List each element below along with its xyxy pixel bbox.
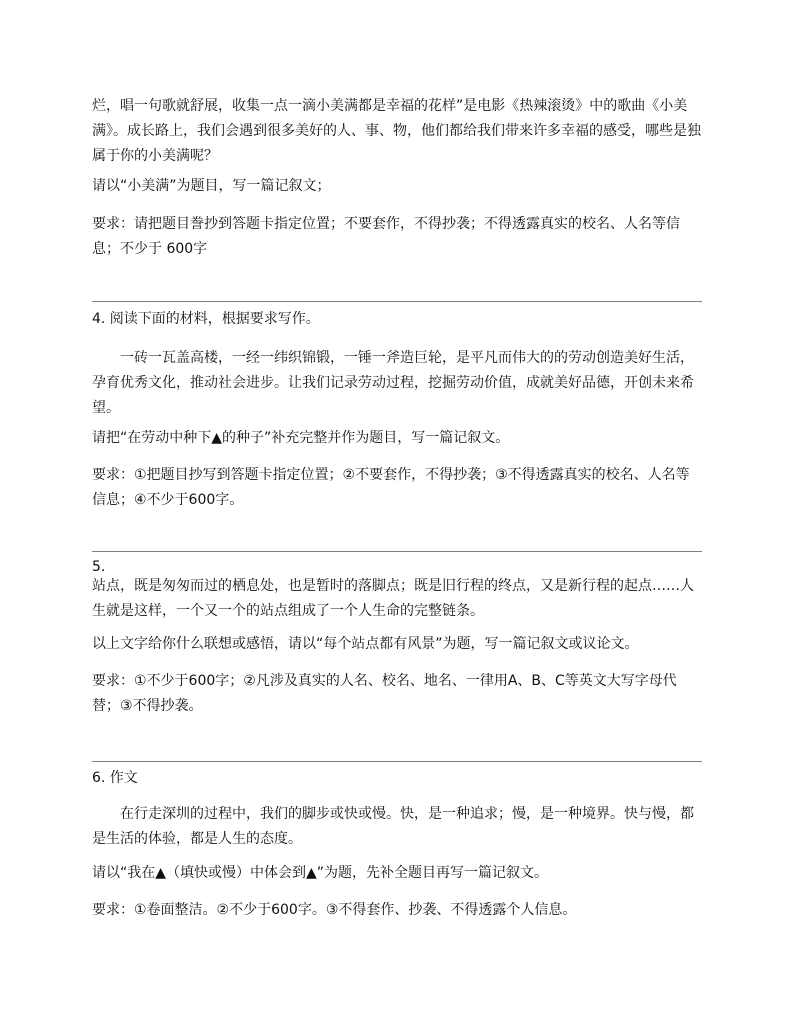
q4-number: 4. 阅读下面的材料，根据要求写作。 — [92, 311, 320, 327]
q5-material: 站点，既是匆匆而过的栖息处，也是暂时的落脚点；既是旧行程的终点，又是新行程的起点……人生就是这样，一个又一个的站点组成了一个人生命的完整链条。 — [92, 578, 694, 619]
q6-material: 在行走深圳的过程中，我们的脚步或快或慢。快，是一种追求；慢，是一种境界。快与慢，都是生活的体验，都是人生的态度。 — [92, 806, 694, 847]
q6-requirements: 要求：①卷面整洁。②不少于600字。③不得套作、抄袭、不得透露个人信息。 — [92, 902, 577, 918]
q5-task: 以上文字给你什么联想或感悟，请以“每个站点都有风景”为题，写一篇记叙文或议论文。 — [92, 636, 639, 652]
divider — [92, 761, 702, 762]
q3-material: 烂，唱一句歌就舒展，收集一点一滴小美满都是幸福的花样”是电影《热辣滚烫》中的歌曲《小美满》。成长路上，我们会遇到很多美好的人、事、物，他们都给我们带来许多幸福的感受，哪些是独属于你的小美满呢？ — [92, 98, 701, 164]
q6-task: 请以“我在▲（填快或慢）中体会到▲”为题，先补全题目再写一篇记叙文。 — [92, 865, 549, 881]
divider — [92, 301, 702, 302]
q6-number: 6. 作文 — [92, 770, 138, 786]
q3-task: 请以“小美满”为题目，写一篇记叙文； — [92, 178, 331, 194]
q5-number: 5. — [92, 559, 106, 575]
q4-material: 一砖一瓦盖高楼，一经一纬织锦锻，一锤一斧造巨轮，是平凡而伟大的的劳动创造美好生活，孕育优秀文化，推动社会进步。让我们记录劳动过程，挖掘劳动价值，成就美好品德，开创未来希望。 — [92, 350, 694, 416]
q5-requirements: 要求：①不少于600字；②凡涉及真实的人名、校名、地名、一律用A、B、C等英文大写字母代替；③不得抄袭。 — [92, 673, 677, 714]
divider — [92, 551, 702, 552]
q3-requirements: 要求：请把题目誊抄到答题卡指定位置；不要套作，不得抄袭；不得透露真实的校名、人名等信息；不少于 600字 — [92, 216, 680, 257]
q4-requirements: 要求：①把题目抄写到答题卡指定位置；②不要套作，不得抄袭；③不得透露真实的校名、人名等信息；④不少于600字。 — [92, 467, 690, 508]
q4-task: 请把“在劳动中种下▲的种子”补充完整并作为题目，写一篇记叙文。 — [92, 430, 510, 446]
